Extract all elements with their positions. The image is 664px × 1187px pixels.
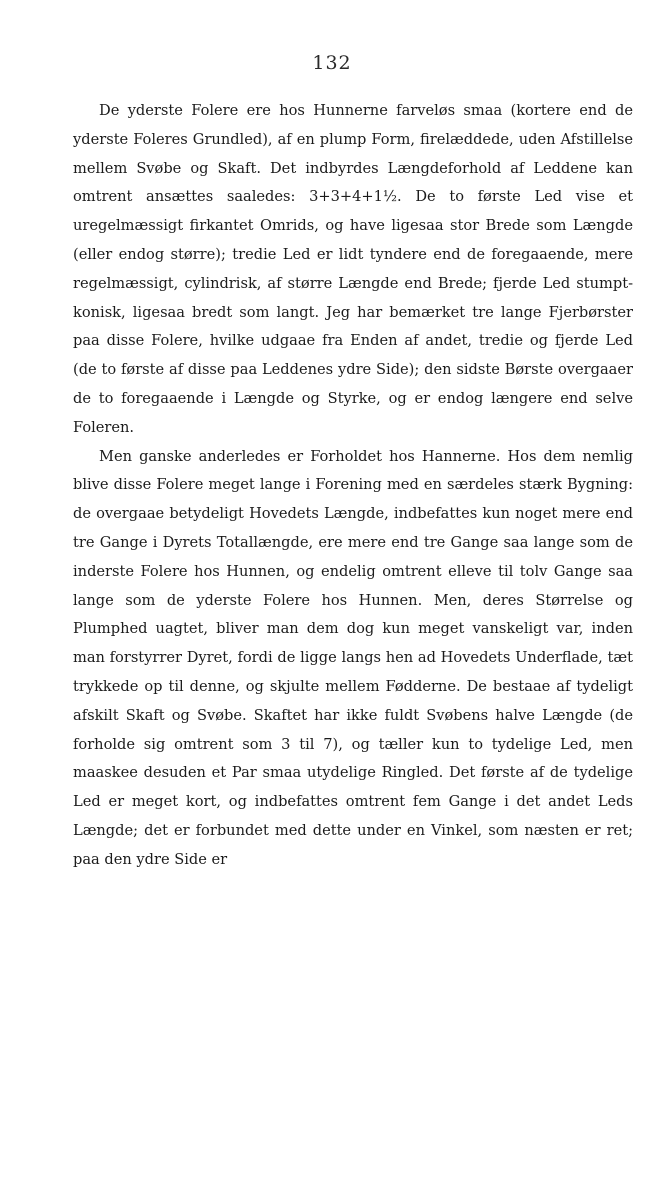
body-text (73, 97, 633, 875)
paragraph-2: Men ganske anderledes er Forholdet hos Hannerne. Hos dem nemlig blive disse Folere meget lange i Forening med en særdeles stærk Bygning: de overgaae betydeligt Hovedets Længde, indbefattes kun noget mere end tre Gange i Dyrets Totallængde, ere mere end tre Gange saa lange som de inderste Folere hos Hunnen, og endelig omtrent elleve til tolv Gange saa lange som de yderste Folere hos Hunnen. Men, deres Størrelse og Plumphed uagtet, bliver man dem dog kun meget vanskeligt var, inden man forstyrrer Dyret, fordi de ligge langs hen ad Hovedets Underflade, tæt trykkede op til denne, og skjulte mellem Fødderne. De bestaae af tydeligt afskilt Skaft og Svøbe. Skaftet har ikke fuldt Svøbens halve Længde (de forholde sig omtrent som 3 til 7), og tæller kun to tydelige Led, men maaskee desuden et Par smaa utydelige Ringled. Det første af de tydelige Led er meget kort, og indbefattes omtrent fem Gange i det andet Leds Længde; det er forbundet med dette under en Vinkel, som næsten er ret; paa den ydre Side er (73, 447, 633, 868)
paragraph-1: De yderste Folere ere hos Hunnerne farveløs smaa (kortere end de yderste Foleres Grundled), af en plump Form, firelæddede, uden Afstillelse mellem Svøbe og Skaft. Det indbyrdes Længdeforhold af Leddene kan omtrent ansættes saaledes: 3+3+4+1½. De to første Led vise et uregelmæssigt firkantet Omrids, og have ligesaa stor Brede som Længde (eller endog større); tredie Led er lidt tyndere end de foregaaende, mere regelmæssigt, cylindrisk, af større Længde end Brede; fjerde Led stumpt-konisk, ligesaa bredt som langt. Jeg har bemærket tre lange Fjerbørster paa disse Folere, hvilke udgaae fra Enden af andet, tredie og fjerde Led (de to første af disse paa Leddenes ydre Side); den sidste Børste overgaaer de to foregaaende i Længde og Styrke, og er endog længere end selve Foleren. (73, 102, 633, 436)
page-number: 132 (312, 52, 352, 74)
